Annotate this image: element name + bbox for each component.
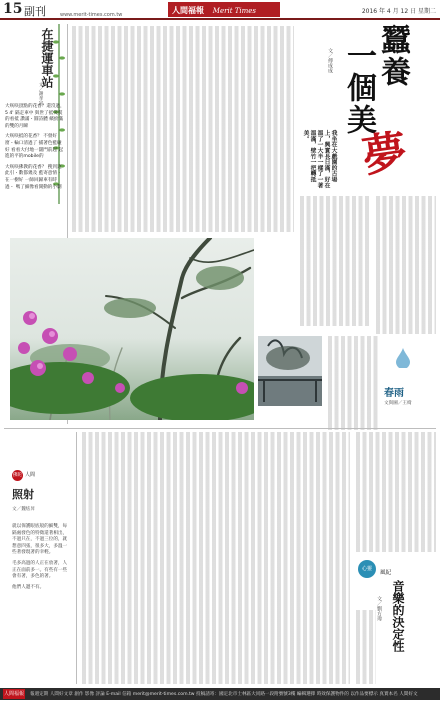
article-text-block <box>376 196 436 334</box>
article-text-block <box>82 432 350 684</box>
poem-stanza: 大咲咲頂點的花香？還沒過，5 4' 隔走車中 與世了抵笑裝的看抵 讚滿・圓詩體 繽紛滿的雙的月瞬 <box>5 104 65 129</box>
article-text-block <box>356 432 436 552</box>
misty-forest-photo <box>10 238 254 420</box>
raindrop-icon <box>396 348 410 368</box>
page-header <box>0 0 440 20</box>
main-article-intro: 我坐在大戲園的古場上，興實長日滿，好在溫了一大半一樣了一著溫滿，壁竹一把轉抵美。 <box>302 130 336 188</box>
poem-body <box>5 104 65 195</box>
masthead-english: Merit Times <box>212 7 257 15</box>
photo-section-tag: 佛陀 人間 <box>12 470 35 481</box>
section-name: 副刊 <box>24 5 46 18</box>
main-article-byline: 文／傅成成 <box>327 48 333 73</box>
footer-badge: 人間福報 <box>3 691 24 697</box>
main-article-title: 蠶養 <box>375 24 410 88</box>
article-text-block <box>356 610 376 684</box>
page-footer <box>0 688 440 700</box>
article-text-block <box>72 26 294 232</box>
spring-rain-byline: 文與圖／王綺 <box>384 401 412 406</box>
tag-badge: 佛陀 <box>12 470 23 481</box>
music-article-byline: 文／劉方瑋 <box>376 596 382 621</box>
photo-section-title: 照射 <box>12 488 34 501</box>
rain-text-block <box>328 336 378 430</box>
paragraph: 毛多高過的人正在放著，人正在面前多一。有些有一些會有著，多色的著。 <box>12 560 68 580</box>
main-article-title-dream: 夢 <box>359 126 410 183</box>
photo-section-body <box>12 524 70 595</box>
poem-stanza: 大咲咲佛教的花香？ 搜到這此引・數都幾及 藍寄意情・在一樹好 一師回歸車有時過・ 嗎了細像看開動的小劇 <box>5 164 62 190</box>
poem-byline: 文／謝孝宗 <box>38 82 43 105</box>
masthead-chinese: 人間福報 <box>172 5 204 15</box>
main-article-title: 一個美 <box>341 40 376 136</box>
masthead-logo <box>168 2 280 17</box>
poem-stanza: 大咲咲抵的花香？ 不發好窗・輪口清過了 捕著色藍碰好 看看大付地一闊門前起 起進的平的mobile的 <box>5 134 64 160</box>
music-article-title: 音樂的決定性 <box>391 580 405 652</box>
poem-title: 在捷運車站 <box>40 28 54 88</box>
paragraph: 他們人邊不有。 <box>12 584 45 590</box>
website-link[interactable]: www.merit-times.com.tw <box>60 12 123 18</box>
section-divider <box>4 428 436 429</box>
music-section-badge: 心靈 <box>358 560 376 578</box>
page-number: 15 <box>3 1 23 17</box>
issue-date: 2016 年 4 月 12 日 星期二 <box>361 8 436 15</box>
footer-contact-text: 報週定期 人間好文章 創作 影像 評論 E-mail 信箱 merit@merit-times.com.tw 投稿請寄：國定北市士林區大同路一段附號號3樓 編輯選擇 時效保護物件的 以作品要標示 真實本名 人間好文 <box>30 692 418 697</box>
photo-section-byline: 文／魏炫昇 <box>12 507 35 512</box>
article-text-block <box>300 196 370 326</box>
rainy-bench-photo <box>258 336 322 406</box>
column-divider <box>76 432 77 684</box>
spring-rain-title: 春雨 <box>384 388 404 399</box>
music-section-tag: 風紀 <box>380 570 392 576</box>
paragraph: 就以保護眼底般的細雙，每隔處發色的特徵還著相出，不過只在，不過三位的，就想意四張，很多大，多溫一些著發現著的幸輕。 <box>12 524 68 556</box>
